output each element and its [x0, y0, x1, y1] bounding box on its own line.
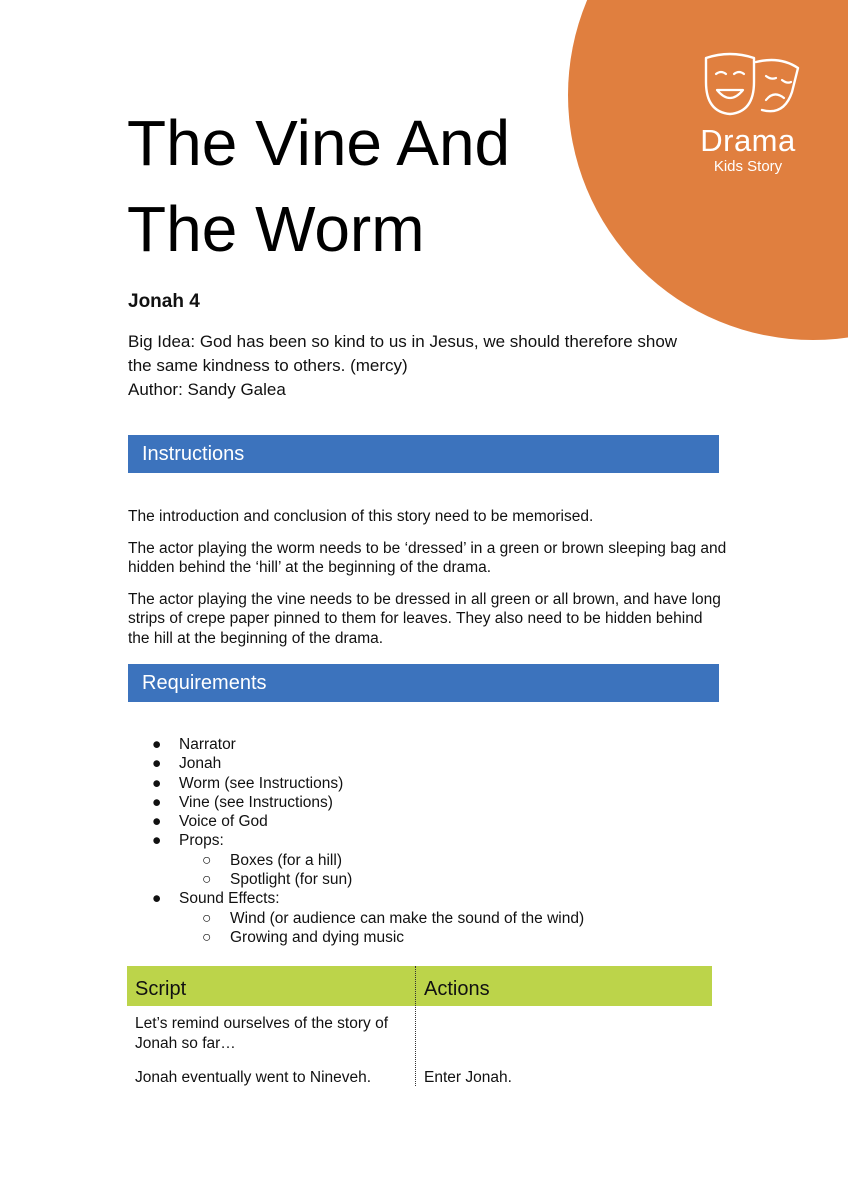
list-item: ● Props:: [152, 832, 224, 850]
badge-subtitle: Kids Story: [713, 158, 783, 175]
title-line-1: The Vine And: [127, 107, 511, 179]
big-idea-line-2: the same kindness to others. (mercy): [128, 356, 408, 375]
list-item: ● Jonah: [152, 755, 222, 773]
bullet-icon: ●: [152, 890, 162, 908]
script-table: [127, 966, 712, 1094]
sub-list-item: ○ Growing and dying music: [202, 928, 405, 946]
table-header: [127, 966, 712, 1006]
bullet-icon: ●: [152, 755, 162, 773]
bullet-icon: ●: [152, 832, 162, 850]
instructions-body: [128, 507, 728, 660]
table-row: [127, 1006, 712, 1060]
instruction-paragraph: The introduction and conclusion of this story need to be memorised.: [128, 508, 594, 525]
list-item: ● Worm (see Instructions): [152, 774, 344, 792]
bullet-icon: ●: [152, 736, 162, 753]
badge-title: Drama: [700, 123, 796, 158]
sub-list-item: ○ Spotlight (for sun): [202, 871, 353, 889]
author: Author: Sandy Galea: [128, 380, 286, 399]
circle-bullet-icon: ○: [202, 909, 212, 927]
requirements-list: [150, 735, 584, 947]
instructions-heading: Instructions: [128, 435, 719, 473]
script-column-header: Script: [135, 978, 187, 1000]
bullet-icon: ●: [152, 793, 162, 811]
action-cell: Enter Jonah.: [424, 1069, 512, 1086]
circle-bullet-icon: ○: [202, 928, 212, 946]
list-item: ● Voice of God: [152, 813, 268, 831]
list-item: ● Vine (see Instructions): [152, 793, 333, 811]
column-divider: [415, 966, 416, 1086]
theatre-masks-icon: [696, 52, 800, 118]
title-line-2: The Worm: [127, 193, 425, 265]
sub-list-item: ○ Wind (or audience can make the sound of the wind): [202, 909, 585, 927]
list-item: ● Narrator: [152, 736, 236, 753]
scripture-reference: Jonah 4: [128, 291, 200, 312]
action-cell: [416, 1006, 712, 1060]
actions-column-header: Actions: [424, 978, 490, 1000]
drama-badge: [688, 52, 808, 176]
bullet-icon: ●: [152, 774, 162, 792]
script-cell: Jonah eventually went to Nineveh.: [135, 1069, 372, 1086]
instruction-paragraph: The actor playing the vine needs to be dressed in all green or all brown, and have long strips of crepe paper pinned to them for leaves. They also need to be hidden behind the hill at the beginning of the drama.: [128, 590, 721, 647]
big-idea-line-1: Big Idea: God has been so kind to us in Jesus, we should therefore show: [128, 332, 678, 351]
page-title: [127, 100, 567, 272]
circle-bullet-icon: ○: [202, 851, 212, 869]
requirements-heading: Requirements: [128, 664, 719, 702]
instruction-paragraph: The actor playing the worm needs to be ‘dressed’ in a green or brown sleeping bag and hidden behind the ‘hill’ at the beginning of the drama.: [128, 539, 727, 576]
table-row: [127, 1060, 712, 1094]
circle-bullet-icon: ○: [202, 871, 212, 889]
list-item: ● Sound Effects:: [152, 890, 280, 908]
story-meta: [128, 330, 728, 402]
sub-list-item: ○ Boxes (for a hill): [202, 851, 342, 869]
bullet-icon: ●: [152, 813, 162, 831]
script-cell: Let’s remind ourselves of the story of Jonah so far…: [135, 1015, 389, 1052]
